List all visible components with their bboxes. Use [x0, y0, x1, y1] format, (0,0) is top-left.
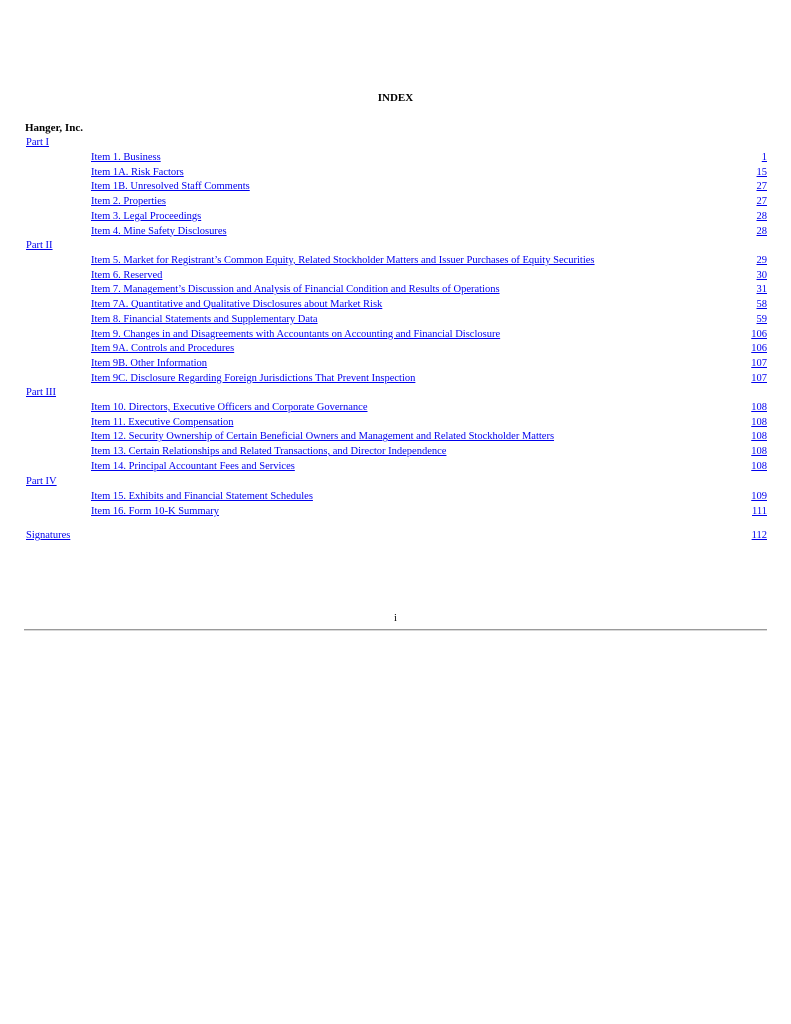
toc-row — [91, 505, 767, 520]
toc-row — [91, 416, 767, 431]
index-title: INDEX — [377, 92, 414, 104]
toc-row — [91, 225, 767, 240]
toc-row — [91, 269, 767, 284]
toc-item-link[interactable]: Item 9C. Disclosure Regarding Foreign Jurisdictions That Prevent Inspection — [91, 372, 416, 384]
toc-item-link[interactable]: Item 8. Financial Statements and Supplementary Data — [91, 313, 318, 325]
toc-item-link[interactable]: Item 1A. Risk Factors — [91, 166, 184, 178]
toc-page-link[interactable]: 108 — [751, 460, 767, 472]
toc-row — [91, 151, 767, 166]
page-number: i — [394, 613, 397, 624]
toc-item-link[interactable]: Item 6. Reserved — [91, 269, 163, 281]
toc-page-link[interactable]: 108 — [751, 402, 767, 413]
toc-item-link[interactable]: Item 10. Directors, Executive Officers and Corporate Governance — [91, 402, 368, 413]
toc-row — [91, 342, 767, 357]
toc-page-link[interactable]: 59 — [756, 313, 767, 325]
toc-item-link[interactable]: Item 1B. Unresolved Staff Comments — [91, 181, 250, 193]
toc-page-link[interactable]: 108 — [751, 416, 767, 428]
toc-row — [91, 328, 767, 343]
toc-item-link[interactable]: Item 14. Principal Accountant Fees and Services — [91, 460, 295, 472]
toc-row — [91, 180, 767, 195]
toc-row — [91, 254, 767, 269]
signatures-page-link[interactable]: 112 — [751, 530, 767, 541]
toc-item-link[interactable]: Item 2. Properties — [91, 196, 166, 208]
part-ii-link[interactable]: Part II — [26, 240, 53, 251]
toc-row — [91, 313, 767, 328]
toc-item-link[interactable]: Item 9A. Controls and Procedures — [91, 343, 235, 355]
toc-item-link[interactable]: Item 15. Exhibits and Financial Statement Schedules — [91, 491, 313, 502]
toc-page-link[interactable]: 1 — [761, 152, 767, 163]
toc-row — [91, 298, 767, 313]
toc-item-link[interactable]: Item 4. Mine Safety Disclosures — [91, 225, 227, 237]
toc-page-link[interactable]: 31 — [756, 284, 767, 296]
toc-page-link[interactable]: 15 — [756, 166, 767, 178]
toc-row — [91, 166, 767, 181]
signatures-link[interactable]: Signatures — [26, 530, 71, 541]
toc-item-link[interactable]: Item 5. Market for Registrant’s Common Equity, Related Stockholder Matters and Issuer Purchases of Equity Securities — [91, 255, 595, 266]
toc-row — [91, 210, 767, 225]
toc-item-link[interactable]: Item 9. Changes in and Disagreements with Accountants on Accounting and Financial Disclosure — [91, 328, 501, 340]
toc-page-link[interactable]: 111 — [752, 506, 767, 517]
toc-page-link[interactable]: 107 — [751, 357, 767, 369]
toc-row — [91, 372, 767, 387]
toc-row — [91, 283, 767, 298]
toc-page-link[interactable]: 27 — [756, 196, 767, 208]
toc-row — [91, 460, 767, 475]
toc-page-link[interactable]: 27 — [756, 181, 767, 193]
toc-item-link[interactable]: Item 7. Management’s Discussion and Analysis of Financial Condition and Results of Operations — [91, 284, 500, 296]
toc-item-link[interactable]: Item 11. Executive Compensation — [91, 416, 234, 428]
toc-page-link[interactable]: 108 — [751, 431, 767, 443]
toc-row — [91, 195, 767, 210]
toc-page-link[interactable]: 28 — [756, 225, 767, 237]
toc-page-link[interactable]: 107 — [751, 372, 767, 384]
page-divider — [24, 629, 767, 631]
toc-row — [91, 401, 767, 416]
toc-page-link[interactable]: 58 — [756, 299, 767, 311]
toc-page-link[interactable]: 28 — [756, 210, 767, 222]
toc-row — [91, 445, 767, 460]
toc-page-link[interactable]: 29 — [756, 255, 767, 266]
toc-page-link[interactable]: 106 — [751, 343, 767, 355]
toc-item-link[interactable]: Item 7A. Quantitative and Qualitative Disclosures about Market Risk — [91, 299, 383, 311]
part-iv-link[interactable]: Part IV — [26, 476, 57, 487]
toc-item-link[interactable]: Item 12. Security Ownership of Certain Beneficial Owners and Management and Related Stockholder Matters — [91, 431, 555, 443]
part-iii-link[interactable]: Part III — [26, 387, 57, 398]
toc-row — [91, 357, 767, 372]
toc-item-link[interactable]: Item 9B. Other Information — [91, 357, 208, 369]
toc-page-link[interactable]: 30 — [756, 269, 767, 281]
toc-page-link[interactable]: 106 — [751, 328, 767, 340]
toc-page-link[interactable]: 109 — [751, 491, 767, 502]
part-i-link[interactable]: Part I — [26, 137, 50, 148]
signatures-row — [26, 529, 767, 543]
toc-row — [91, 490, 767, 505]
toc-item-link[interactable]: Item 13. Certain Relationships and Related Transactions, and Director Independence — [91, 446, 447, 458]
toc-row — [91, 430, 767, 445]
toc-item-link[interactable]: Item 1. Business — [91, 152, 161, 163]
company-name: Hanger, Inc. — [25, 122, 83, 134]
toc-item-link[interactable]: Item 3. Legal Proceedings — [91, 210, 202, 222]
toc-page-link[interactable]: 108 — [751, 446, 767, 458]
toc-item-link[interactable]: Item 16. Form 10-K Summary — [91, 506, 220, 517]
